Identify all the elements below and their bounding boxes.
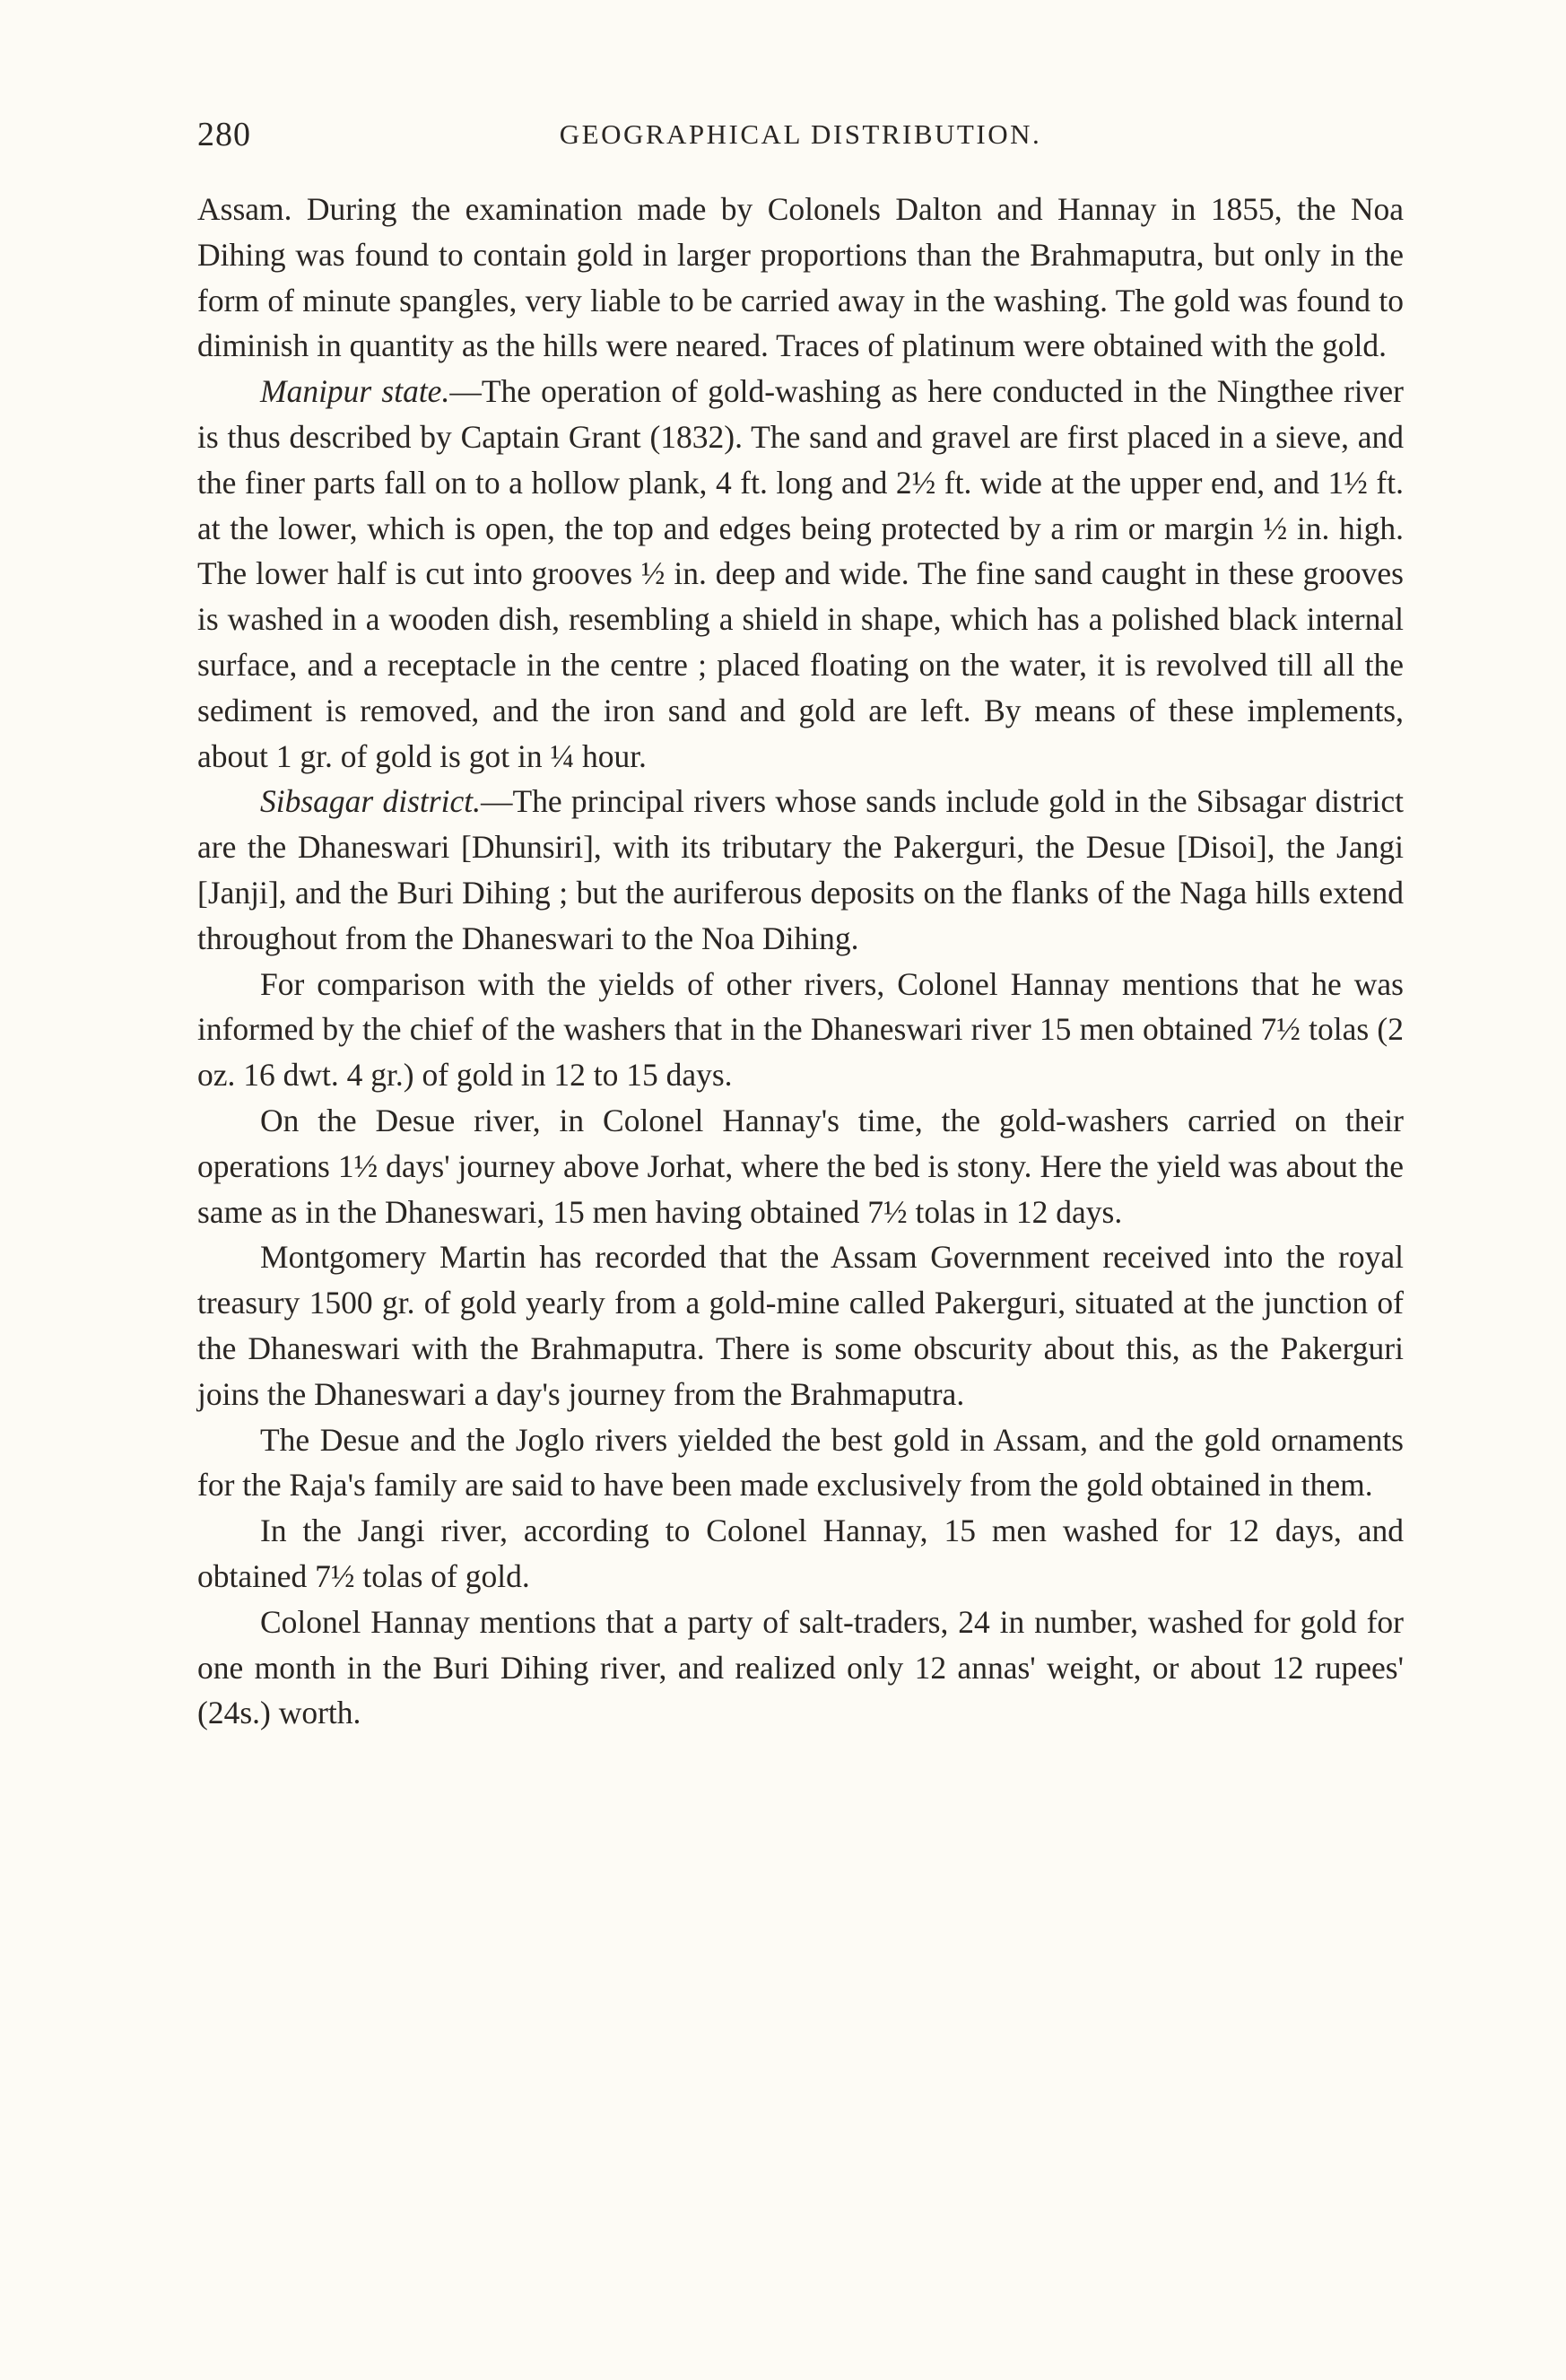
section-heading-manipur: Manipur state.	[260, 373, 450, 410]
paragraph-desue: On the Desue river, in Colonel Hannay's time, the gold-washers carried on their operations 1½ days' journey above Jorhat, where the bed is stony. Here the yield was about the same as in the Dhaneswari, 15 men having obtained 7½ tolas in 12 days.	[197, 1102, 1404, 1230]
body-text	[197, 187, 1404, 1736]
paragraph-comparison: For comparison with the yields of other rivers, Colonel Hannay mentions that he was informed by the chief of the washers that in the Dhaneswari river 15 men obtained 7½ tolas (2 oz. 16 dwt. 4 gr.) of gold in 12 to 15 days.	[197, 965, 1404, 1094]
paragraph-salt-traders: Colonel Hannay mentions that a party of salt-traders, 24 in number, washed for gold for one month in the Buri Dihing river, and realized only 12 annas' weight, or about 12 rupees' (24s.) worth.	[197, 1603, 1404, 1731]
paragraph-assam: Assam. During the examination made by Colonels Dalton and Hannay in 1855, the Noa Dihing was found to contain gold in larger proportions than the Brahmaputra, but only in the form of minute spangles, very liable to be carried away in the washing. The gold was found to diminish in quantity as the hills were neared. Traces of platinum were obtained with the gold.	[197, 191, 1404, 364]
paragraph-montgomery: Montgomery Martin has recorded that the Assam Government received into the royal treasury 1500 gr. of gold yearly from a gold-mine called Pakerguri, situated at the junction of the Dhaneswari with the Brahmaputra. There is some obscurity about this, as the Pakerguri joins the Dhaneswari a day's journey from the Brahmaputra.	[197, 1239, 1404, 1412]
section-heading-sibsagar: Sibsagar district.	[260, 783, 481, 820]
paragraph-manipur: Manipur state.—The operation of gold-washing as here conducted in the Ningthee river is thus described by Captain Grant (1832). The sand and gravel are first placed in a sieve, and the finer parts fall on to a hollow plank, 4 ft. long and 2½ ft. wide at the upper end, and 1½ ft. at the lower, which is open, the top and edges being protected by a rim or margin ½ in. high. The lower half is cut into grooves ½ in. deep and wide. The fine sand caught in these grooves is washed in a wooden dish, resembling a shield in shape, which has a polished black internal surface, and a receptacle in the centre ; placed floating on the water, it is revolved till all the sediment is removed, and the iron sand and gold are left. By means of these implements, about 1 gr. of gold is got in ¼ hour.	[197, 373, 1404, 774]
paragraph-jangi: In the Jangi river, according to Colonel Hannay, 15 men washed for 12 days, and obtained 7½ tolas of gold.	[197, 1513, 1404, 1594]
page-number: 280	[197, 116, 251, 153]
running-head: GEOGRAPHICAL DISTRIBUTION.	[559, 118, 1042, 150]
page-header	[197, 115, 1404, 169]
paragraph-joglo: The Desue and the Joglo rivers yielded the best gold in Assam, and the gold ornaments for the Raja's family are said to have been made exclusively from the gold obtained in them.	[197, 1421, 1404, 1504]
paragraph-sibsagar: Sibsagar district.—The principal rivers whose sands include gold in the Sibsagar district are the Dhaneswari [Dhunsiri], with its tributary the Pakerguri, the Desue [Disoi], the Jangi [Janji], and the Buri Dihing ; but the auriferous deposits on the flanks of the Naga hills extend throughout from the Dhaneswari to the Noa Dihing.	[197, 783, 1404, 956]
